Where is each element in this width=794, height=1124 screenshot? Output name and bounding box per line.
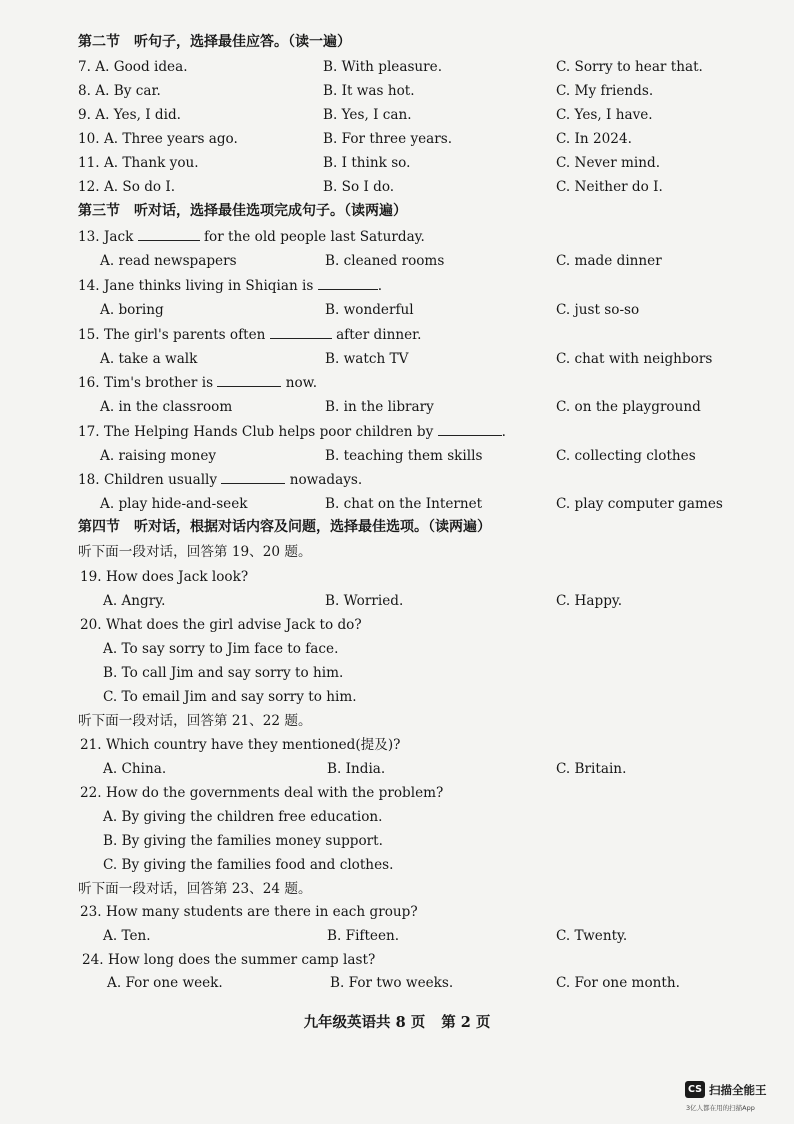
question-stem: 19. How does Jack look? [80,569,249,585]
option-line: B. By giving the families money support. [103,833,383,849]
option-line: C. By giving the families food and clothes. [103,857,394,873]
question-options: A. raising money B. teaching them skills C. collecting clothes [100,448,696,464]
question-options: A. boring B. wonderful C. just so-so [100,302,640,318]
question-row: 8. A. By car. B. It was hot. C. My friends. [78,83,654,99]
question-options: A. For one week. B. For two weeks. C. For one month. [107,975,680,991]
question-row: 11. A. Thank you. B. I think so. C. Never mind. [78,155,661,171]
question-stem: 22. How do the governments deal with the problem? [80,785,444,801]
section-2-heading: 第二节 听句子，选择最佳应答。（读一遍） [78,34,351,50]
question-options: A. Angry. B. Worried. C. Happy. [103,593,623,609]
answer-blank [138,225,200,241]
question-options: A. read newspapers B. cleaned rooms C. made dinner [100,253,662,269]
camscanner-logo [685,1081,767,1098]
answer-blank [270,323,332,339]
answer-blank [438,420,502,436]
answer-blank [221,468,285,484]
dialogue-intro: 听下面一段对话，回答第 23、24 题。 [78,881,312,897]
question-stem: 14. Jane thinks living in Shiqian is . [0,274,794,298]
question-stem: 15. The girl's parents often after dinner. [0,323,794,347]
dialogue-intro: 听下面一段对话，回答第 19、20 题。 [78,544,312,560]
option-line: C. To email Jim and say sorry to him. [103,689,357,705]
camscanner-name: 扫描全能王 [709,1082,767,1097]
question-row: 12. A. So do I. B. So I do. C. Neither do I. [78,179,663,195]
question-options: A. play hide-and-seek B. chat on the Internet C. play computer games [100,496,723,512]
option-line: B. To call Jim and say sorry to him. [103,665,344,681]
question-stem: 18. Children usually nowadays. [0,468,794,492]
camscanner-tagline: 3亿人都在用的扫描App [686,1104,755,1112]
option-line: A. To say sorry to Jim face to face. [103,641,339,657]
section-3-heading: 第三节 听对话，选择最佳选项完成句子。（读两遍） [78,203,407,219]
section-4-heading: 第四节 听对话，根据对话内容及问题，选择最佳选项。（读两遍） [78,519,491,535]
question-stem: 13. Jack for the old people last Saturday. [0,225,794,249]
camscanner-badge-icon: CS [685,1081,705,1098]
page-footer [0,1010,794,1036]
option-line: A. By giving the children free education. [103,809,383,825]
question-row: 9. A. Yes, I did. B. Yes, I can. C. Yes, I have. [78,107,653,123]
answer-blank [318,274,378,290]
footer-page-number: 第 2 页 [441,1014,491,1031]
question-stem: 16. Tim's brother is now. [0,371,794,395]
question-stem: 20. What does the girl advise Jack to do? [80,617,362,633]
question-stem: 23. How many students are there in each group? [80,904,418,920]
question-row: 10. A. Three years ago. B. For three years. C. In 2024. [78,131,632,147]
question-stem: 24. How long does the summer camp last? [82,952,376,968]
dialogue-intro: 听下面一段对话，回答第 21、22 题。 [78,713,312,729]
answer-blank [217,371,281,387]
question-options: A. Ten. B. Fifteen. C. Twenty. [103,928,628,944]
question-options: A. take a walk B. watch TV C. chat with neighbors [100,351,713,367]
footer-total-pages: 九年级英语共 8 页 [303,1014,426,1031]
question-row: 7. A. Good idea. B. With pleasure. C. Sorry to hear that. [78,59,703,75]
question-options: A. in the classroom B. in the library C. on the playground [100,399,701,415]
question-options: A. China. B. India. C. Britain. [103,761,627,777]
question-stem: 17. The Helping Hands Club helps poor children by . [0,420,794,444]
question-stem: 21. Which country have they mentioned(提及)? [80,737,401,753]
